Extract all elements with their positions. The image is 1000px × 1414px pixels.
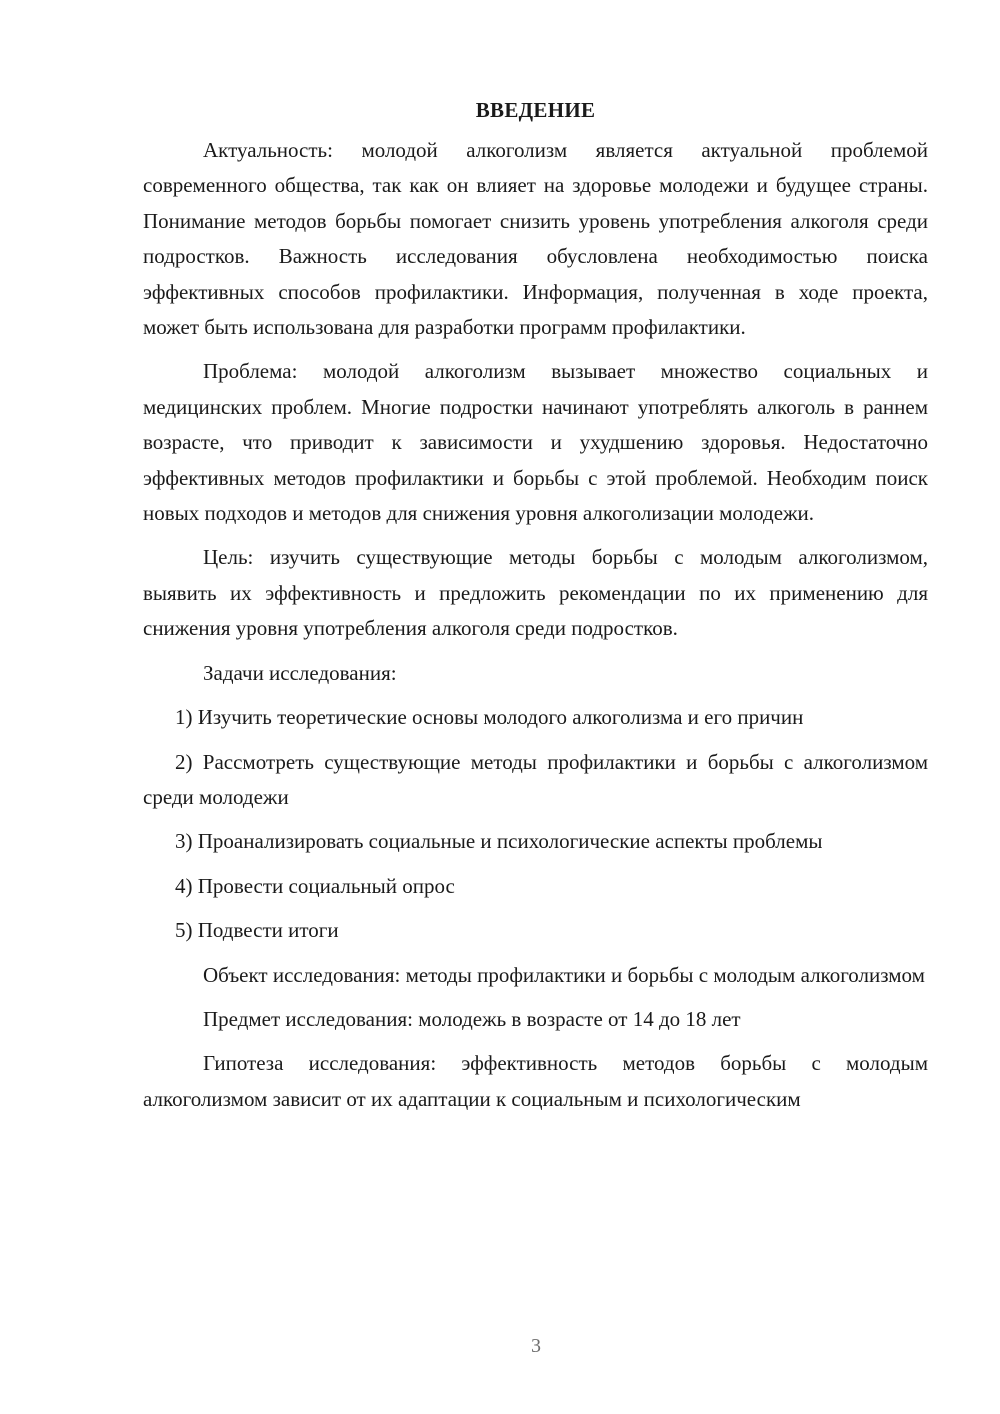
tasks-title: Задачи исследования: [203, 660, 397, 685]
paragraph-problem: Проблема: молодой алкоголизм вызывает множество социальных и медицинских проблем. Многие подростки начинают употреблять алкоголь в раннем возрасте, что приводит к зависимости и ухудшению здоровья. Недостаточно эффективных методов профилактики и борьбы с этой проблемой. Необходим поиск новых подходов и методов для снижения уровня алкоголизации молодежи. [143, 359, 928, 526]
paragraph-object: Объект исследования: методы профилактики и борьбы с молодым алкоголизмом [203, 962, 925, 987]
paragraph-subject: Предмет исследования: молодежь в возрасте от 14 до 18 лет [203, 1006, 741, 1031]
document-page [143, 95, 928, 1117]
task-item: 1) Изучить теоретические основы молодого алкоголизма и его причин [175, 705, 804, 730]
task-item: 3) Проанализировать социальные и психологические аспекты проблемы [175, 829, 823, 854]
task-item: 5) Подвести итоги [175, 918, 339, 943]
task-item: 4) Провести социальный опрос [175, 873, 455, 898]
tasks-list [143, 700, 928, 948]
section-heading: ВВЕДЕНИЕ [475, 98, 596, 122]
page-number: 3 [531, 1335, 541, 1357]
task-item: 2) Рассмотреть существующие методы профилактики и борьбы с алкоголизмом среди молодежи [143, 749, 928, 809]
paragraph-goal: Цель: изучить существующие методы борьбы с молодым алкоголизмом, выявить их эффективность и предложить рекомендации по их применению для снижения уровня употребления алкоголя среди подростков. [143, 545, 928, 641]
paragraph-hypothesis: Гипотеза исследования: эффективность методов борьбы с молодым алкоголизмом зависит от их адаптации к социальным и психологическим [143, 1051, 928, 1111]
paragraph-relevance: Актуальность: молодой алкоголизм является актуальной проблемой современного общества, так как он влияет на здоровье молодежи и будущее страны. Понимание методов борьбы помогает снизить уровень употребления алкоголя среди подростков. Важность исследования обусловлена необходимостью поиска эффективных способов профилактики. Информация, полученная в ходе проекта, может быть использована для разработки программ профилактики. [143, 138, 928, 340]
